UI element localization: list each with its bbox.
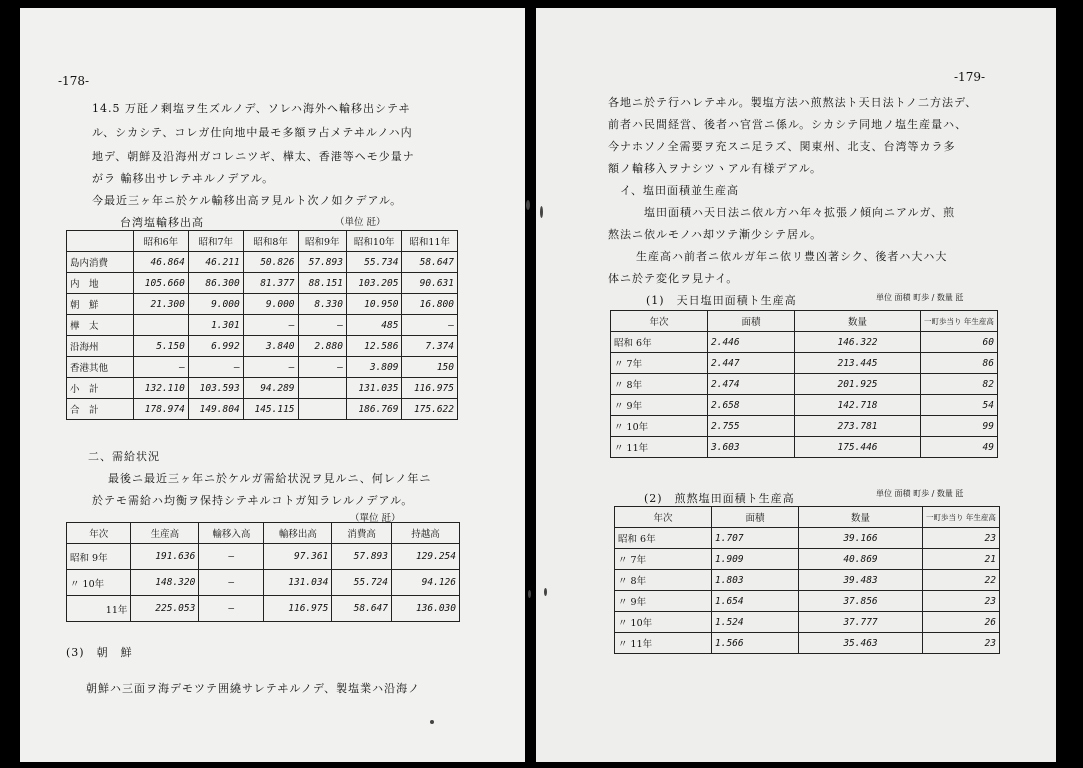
- table-cell: 116.975: [264, 596, 332, 622]
- table-cell: 97.361: [264, 544, 332, 570]
- table-cell: 485: [346, 315, 401, 336]
- table-cell: 201.925: [795, 374, 921, 395]
- table-cell: 35.463: [799, 633, 923, 654]
- table-cell: 86.300: [188, 273, 243, 294]
- table-header-row: [67, 523, 460, 544]
- row-label: 朝 鮮: [67, 294, 134, 315]
- page-number-left: -178-: [58, 74, 90, 88]
- table-cell: 136.030: [392, 596, 460, 622]
- table-header-row: [611, 311, 998, 332]
- table-header-cell: 輸移入高: [199, 523, 264, 544]
- left-paragraph-line: 14.5 万瓩ノ剩塩ヲ生ズルノデ、ソレハ海外ヘ輸移出シテヰ: [92, 102, 411, 115]
- table-cell: —: [199, 596, 264, 622]
- row-label: 〃 10年: [67, 570, 131, 596]
- section-heading: (3) 朝 鮮: [66, 646, 133, 659]
- table-cell: 1.909: [712, 549, 799, 570]
- table-cell: —: [199, 544, 264, 570]
- table-header-cell: 消費高: [332, 523, 392, 544]
- table-cell: 12.586: [346, 336, 401, 357]
- table-cell: 58.647: [332, 596, 392, 622]
- table-cell: 81.377: [243, 273, 298, 294]
- table-row: [615, 591, 1000, 612]
- table-cell: 49: [921, 437, 998, 458]
- table-cell: 3.840: [243, 336, 298, 357]
- table-cell: 146.322: [795, 332, 921, 353]
- table-header-cell: 年次: [611, 311, 708, 332]
- left-paragraph-line: 於テモ需給ハ均衡ヲ保持シテヰルコトガ知ラレルノデアル。: [92, 494, 414, 507]
- table-cell: 131.034: [264, 570, 332, 596]
- table-cell: [298, 378, 346, 399]
- table-cell: 94.126: [392, 570, 460, 596]
- table-cell: 150: [402, 357, 458, 378]
- table-cell: 40.869: [799, 549, 923, 570]
- table-header-cell: 面積: [708, 311, 795, 332]
- right-paragraph-line: 各地ニ於テ行ハレテヰル。製塩方法ハ煎熬法ト天日法トノ二方法デ、: [608, 96, 978, 109]
- table-row: [67, 399, 458, 420]
- table-cell: 148.320: [131, 570, 199, 596]
- table-row: [611, 374, 998, 395]
- row-label: 内 地: [67, 273, 134, 294]
- table-cell: 9.000: [243, 294, 298, 315]
- table-cell: 1.301: [188, 315, 243, 336]
- table-row: [67, 596, 460, 622]
- right-paragraph-line: 今ナホソノ全需要ヲ充スニ足ラズ、関東州、北支、台湾等カラ多: [608, 140, 956, 153]
- row-label: 昭和 6年: [615, 528, 712, 549]
- table-row: [615, 612, 1000, 633]
- left-paragraph-line: がラ 輸移出サレテヰルノデアル。: [92, 172, 275, 185]
- table-row: [67, 570, 460, 596]
- table-cell: 105.660: [134, 273, 189, 294]
- table-cell: 2.474: [708, 374, 795, 395]
- row-label: 昭和 9年: [67, 544, 131, 570]
- table-header-row: [67, 231, 458, 252]
- table-header-cell: 生産高: [131, 523, 199, 544]
- table-header-cell: 一町歩当り 年生産高: [921, 311, 998, 332]
- table-cell: 10.950: [346, 294, 401, 315]
- table-header-cell: 昭和11年: [402, 231, 458, 252]
- row-label: 〃 11年: [615, 633, 712, 654]
- table-header-cell: 年次: [615, 507, 712, 528]
- table-cell: 37.856: [799, 591, 923, 612]
- row-label: 〃 9年: [611, 395, 708, 416]
- table-cell: 175.622: [402, 399, 458, 420]
- table-cell: 23: [923, 528, 1000, 549]
- row-label: 島内消費: [67, 252, 134, 273]
- table-cell: 90.631: [402, 273, 458, 294]
- table-cell: 186.769: [346, 399, 401, 420]
- table-cell: 57.893: [298, 252, 346, 273]
- table-cell: 145.115: [243, 399, 298, 420]
- table-cell: 191.636: [131, 544, 199, 570]
- table-header-cell: 数量: [795, 311, 921, 332]
- table4-unit: 単位 面積 町歩 / 数量 瓩: [876, 489, 964, 498]
- table-cell: 55.734: [346, 252, 401, 273]
- right-paragraph-line: 前者ハ民間経営、後者ハ官営ニ係ル。シカシテ同地ノ塩生産量ハ、: [608, 118, 968, 131]
- page-number-right: -179-: [954, 70, 986, 84]
- table4-title: (2) 煎熬塩田面積ト生産高: [644, 492, 795, 505]
- table-cell: —: [199, 570, 264, 596]
- table-cell: 142.718: [795, 395, 921, 416]
- row-label: 〃 7年: [615, 549, 712, 570]
- table-row: [615, 549, 1000, 570]
- table-supply-demand: [66, 522, 460, 622]
- section-heading: イ、塩田面積並生産高: [620, 184, 740, 197]
- table-cell: 116.975: [402, 378, 458, 399]
- table-cell: 39.166: [799, 528, 923, 549]
- table-cell: 82: [921, 374, 998, 395]
- table-row: [611, 437, 998, 458]
- left-paragraph-line: ル、シカシテ、コレガ仕向地中最モ多額ヲ占メテヰルノハ内: [92, 126, 413, 139]
- table-cell: 94.289: [243, 378, 298, 399]
- table-header-cell: 数量: [799, 507, 923, 528]
- table-cell: 39.483: [799, 570, 923, 591]
- row-label: 〃 10年: [615, 612, 712, 633]
- table-cell: 149.804: [188, 399, 243, 420]
- row-label: 昭和 6年: [611, 332, 708, 353]
- table-cell: 3.809: [346, 357, 401, 378]
- table-cell: 2.880: [298, 336, 346, 357]
- right-paragraph-line: 熬法ニ依ルモノハ却ツテ漸少シテ居ル。: [608, 228, 823, 241]
- table-header-row: [615, 507, 1000, 528]
- table-cell: 2.446: [708, 332, 795, 353]
- table-row: [615, 528, 1000, 549]
- table-cell: 1.566: [712, 633, 799, 654]
- table-row: [67, 252, 458, 273]
- table-cell: 178.974: [134, 399, 189, 420]
- table-cell: 54: [921, 395, 998, 416]
- table-salt-export: [66, 230, 458, 420]
- table-cell: 21.300: [134, 294, 189, 315]
- right-paragraph-line: 生産高ハ前者ニ依ルガ年ニ依リ豊凶著シク、後者ハ大ハ大: [636, 250, 948, 263]
- table-cell: —: [402, 315, 458, 336]
- table-cell: 5.150: [134, 336, 189, 357]
- table-cell: —: [298, 357, 346, 378]
- row-label: 〃 10年: [611, 416, 708, 437]
- table-cell: 175.446: [795, 437, 921, 458]
- table-cell: 1.803: [712, 570, 799, 591]
- table-cell: —: [298, 315, 346, 336]
- left-paragraph-line: 最後ニ最近三ヶ年ニ於ケルガ需給状況ヲ見ルニ、何レノ年ニ: [108, 472, 432, 485]
- row-label: 樺 太: [67, 315, 134, 336]
- table-cell: 1.654: [712, 591, 799, 612]
- table-header-cell: 面積: [712, 507, 799, 528]
- table-row: [67, 273, 458, 294]
- table-cell: 86: [921, 353, 998, 374]
- table-cell: 26: [923, 612, 1000, 633]
- table-row: [611, 332, 998, 353]
- table-header-cell: 昭和9年: [298, 231, 346, 252]
- table3-unit: 単位 面積 町歩 / 数量 瓩: [876, 293, 964, 302]
- table-cell: 99: [921, 416, 998, 437]
- table-cell: 22: [923, 570, 1000, 591]
- table-row: [615, 633, 1000, 654]
- table-cell: —: [188, 357, 243, 378]
- table-header-cell: 昭和6年: [134, 231, 189, 252]
- table-row: [67, 315, 458, 336]
- left-paragraph-line: 今最近三ヶ年ニ於ケル輸移出高ヲ見ルト次ノ如クデアル。: [92, 194, 403, 207]
- table-cell: 2.447: [708, 353, 795, 374]
- table-cell: 7.374: [402, 336, 458, 357]
- table1-unit: （単位 瓩）: [335, 217, 386, 228]
- scan-speck: [540, 206, 543, 218]
- row-label: 沿海州: [67, 336, 134, 357]
- table-cell: 23: [923, 633, 1000, 654]
- table-cell: 60: [921, 332, 998, 353]
- table-header-cell: 持越高: [392, 523, 460, 544]
- table-boiled-salt-fields: [614, 506, 1000, 654]
- table-cell: 37.777: [799, 612, 923, 633]
- table-cell: 9.000: [188, 294, 243, 315]
- table-header-cell: 昭和7年: [188, 231, 243, 252]
- section-heading: 二、需給状況: [88, 450, 160, 463]
- table-row: [67, 378, 458, 399]
- table-cell: [134, 315, 189, 336]
- table-row: [611, 395, 998, 416]
- table-row: [67, 336, 458, 357]
- table-row: [67, 357, 458, 378]
- table-cell: 225.053: [131, 596, 199, 622]
- row-label: 〃 9年: [615, 591, 712, 612]
- scan-speck: [526, 200, 530, 210]
- table-header-cell: 昭和8年: [243, 231, 298, 252]
- table-cell: 132.110: [134, 378, 189, 399]
- table-cell: 23: [923, 591, 1000, 612]
- row-label: 香港其他: [67, 357, 134, 378]
- table-solar-salt-fields: [610, 310, 998, 458]
- table-header-cell: 輸移出高: [264, 523, 332, 544]
- table-cell: 58.647: [402, 252, 458, 273]
- table-cell: 16.800: [402, 294, 458, 315]
- right-paragraph-line: 塩田面積ハ天日法ニ依ル方ハ年々拡張ノ傾向ニアルガ、煎: [644, 206, 956, 219]
- table-cell: 273.781: [795, 416, 921, 437]
- table-cell: —: [243, 315, 298, 336]
- row-label: 〃 11年: [611, 437, 708, 458]
- table-cell: 2.755: [708, 416, 795, 437]
- table-header-cell: 昭和10年: [346, 231, 401, 252]
- table-cell: 88.151: [298, 273, 346, 294]
- table-header-cell: 一町歩当り 年生産高: [923, 507, 1000, 528]
- table-cell: 3.603: [708, 437, 795, 458]
- scan-speck: [528, 590, 531, 598]
- table-cell: —: [243, 357, 298, 378]
- table-header-cell: [67, 231, 134, 252]
- table-row: [611, 416, 998, 437]
- table-cell: 8.330: [298, 294, 346, 315]
- table-row: [611, 353, 998, 374]
- table-cell: [298, 399, 346, 420]
- table-cell: 6.992: [188, 336, 243, 357]
- row-label: 〃 8年: [615, 570, 712, 591]
- table-cell: 57.893: [332, 544, 392, 570]
- table-row: [67, 294, 458, 315]
- left-paragraph-line: 地デ、朝鮮及沿海州ガコレニツギ、樺太、香港等ヘモ少量ナ: [92, 150, 415, 163]
- row-label: 〃 8年: [611, 374, 708, 395]
- table-row: [615, 570, 1000, 591]
- table-header-cell: 年次: [67, 523, 131, 544]
- row-label: 11年: [67, 596, 131, 622]
- table-cell: 46.211: [188, 252, 243, 273]
- row-label: 〃 7年: [611, 353, 708, 374]
- scan-speck: [430, 720, 434, 724]
- right-paragraph-line: 額ノ輸移入ヲナシツヽアル有様デアル。: [608, 162, 823, 175]
- table3-title: (1) 天日塩田面積ト生産高: [646, 294, 797, 307]
- row-label: 小 計: [67, 378, 134, 399]
- right-page: [536, 8, 1056, 762]
- left-paragraph-line: 朝鮮ハ三面ヲ海デモツテ囲繞サレテヰルノデ、製塩業ハ沿海ノ: [86, 682, 421, 695]
- table-cell: 213.445: [795, 353, 921, 374]
- table-cell: 2.658: [708, 395, 795, 416]
- right-paragraph-line: 体ニ於テ変化ヲ見ナイ。: [608, 272, 739, 285]
- table-cell: 131.035: [346, 378, 401, 399]
- table-cell: 103.593: [188, 378, 243, 399]
- table-cell: —: [134, 357, 189, 378]
- table-cell: 1.524: [712, 612, 799, 633]
- table-cell: 46.864: [134, 252, 189, 273]
- table1-title: 台湾塩輸移出高: [120, 216, 204, 229]
- table-cell: 21: [923, 549, 1000, 570]
- table-cell: 55.724: [332, 570, 392, 596]
- table2-unit: （單位 瓩）: [350, 513, 401, 524]
- table-cell: 103.205: [346, 273, 401, 294]
- table-cell: 50.826: [243, 252, 298, 273]
- table-row: [67, 544, 460, 570]
- table-cell: 129.254: [392, 544, 460, 570]
- table-cell: 1.707: [712, 528, 799, 549]
- scan-speck: [544, 588, 547, 596]
- left-page: [20, 8, 525, 762]
- row-label: 合 計: [67, 399, 134, 420]
